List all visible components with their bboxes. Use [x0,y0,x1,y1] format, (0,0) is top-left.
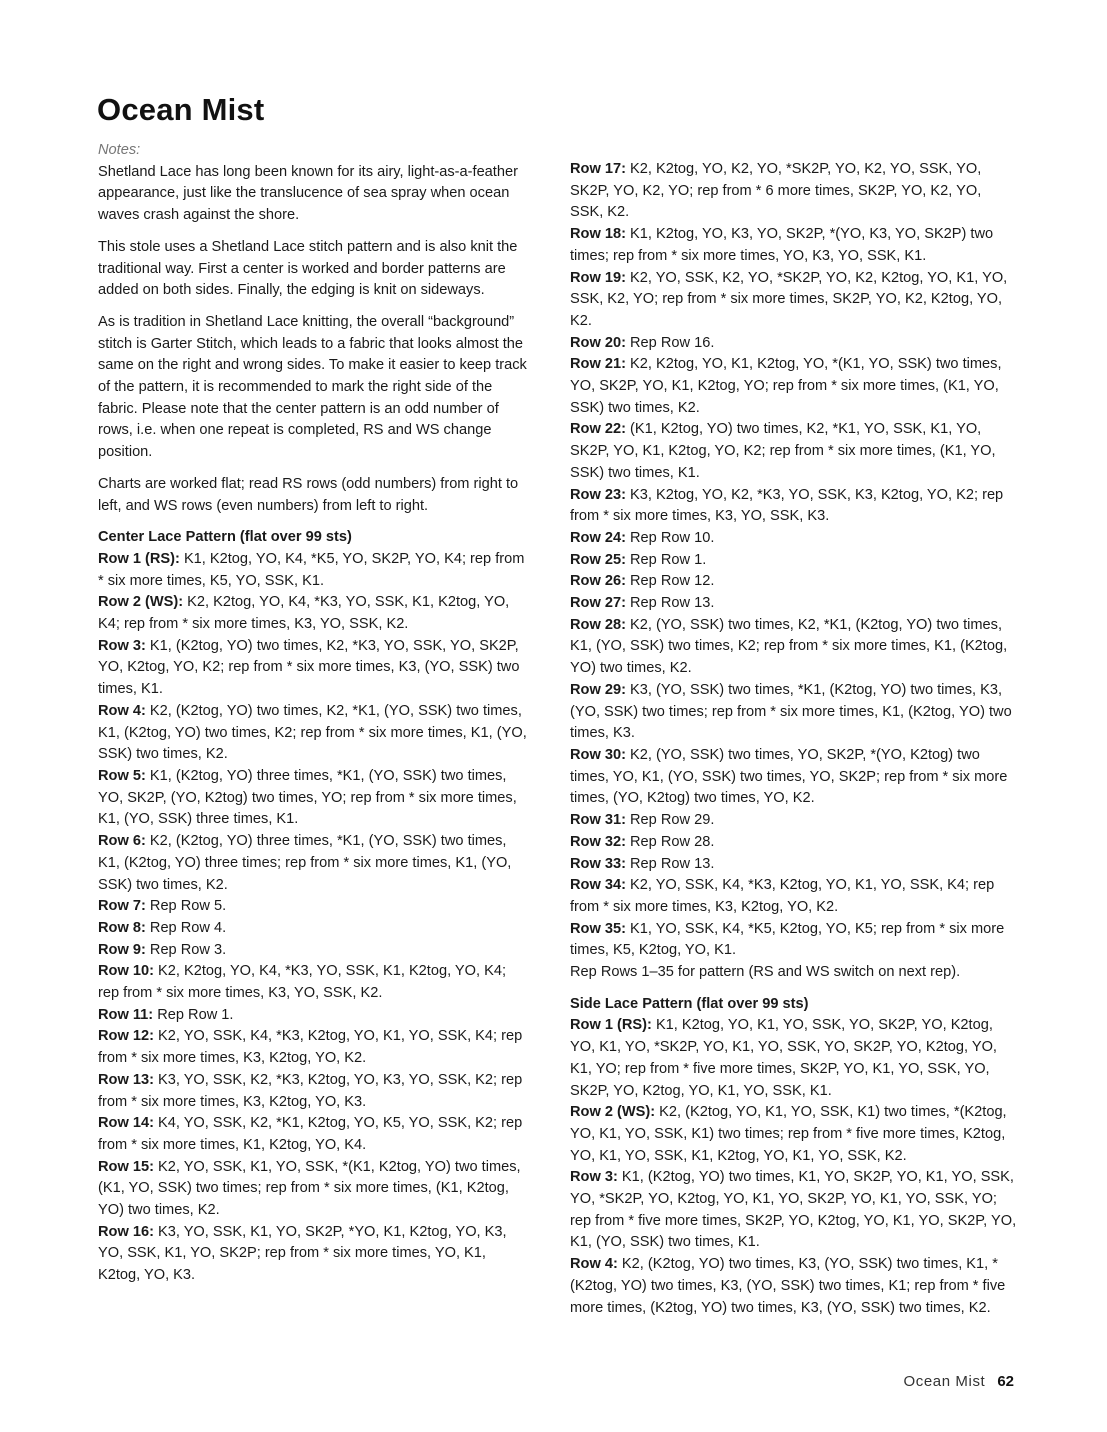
row-label: Row 2 (WS): [570,1104,656,1121]
row-instructions: K2, YO, SSK, K2, YO, *SK2P, YO, K2, K2tog, YO, K1, YO, SSK, K2, YO; rep from * six more times, SK2P, YO, K2, K2tog, YO, K2. [570,269,1008,329]
row-instructions: K2, (K2tog, YO) two times, K2, *K1, (YO, SSK) two times, K1, (K2tog, YO) two times, K2; rep from * six more times, K1, (YO, SSK) two times, K2. [98,702,527,763]
row-label: Row 14: [98,1115,154,1132]
row-instructions: Rep Row 10. [625,529,715,546]
row-instructions: K2, K2tog, YO, K4, *K3, YO, SSK, K1, K2tog, YO, K4; rep from * six more times, K3, YO, SSK, K2. [98,594,510,633]
pattern-row [98,701,530,766]
row-label: Row 32: [570,833,626,850]
row-instructions: Rep Row 29. [625,812,715,829]
footer-section-title: Ocean Mist [903,1373,986,1390]
repeat-note: Rep Rows 1–35 for pattern (RS and WS switch on next rep). [570,964,961,981]
row-instructions: Rep Row 12. [625,573,715,590]
row-label: Row 24: [570,529,626,546]
row-instructions: K2, (K2tog, YO) two times, K3, (YO, SSK) two times, K1, *(K2tog, YO) two times, K3, (YO, SSK) two times, K1; rep from * five more times, (K2tog, YO) two times, K3, (YO, SSK) two times, K2. [570,1256,1006,1316]
row-label: Row 19: [570,269,626,286]
row-instructions: Rep Row 28. [625,833,715,850]
row-instructions: K2, (K2tog, YO) three times, *K1, (YO, SSK) two times, K1, (K2tog, YO) three times; rep from * six more times, K1, (YO, SSK) two times, K2. [98,833,512,893]
row-label: Row 25: [570,551,626,568]
pattern-row [98,549,530,592]
row-instructions: K1, (K2tog, YO) three times, *K1, (YO, SSK) two times, YO, SK2P, (YO, K2tog) two times, YO; rep from * six more times, K1, (YO, SSK) three times, K1. [98,767,517,828]
pattern-row [570,485,1018,528]
row-label: Row 6: [98,833,146,850]
pattern-row [98,831,530,896]
pattern-row [570,593,1018,615]
row-instructions: K1, YO, SSK, K4, *K5, K2tog, YO, K5; rep from * six more times, K5, K2tog, YO, K1. [570,920,1005,959]
row-instructions: Rep Row 1. [153,1006,234,1023]
pattern-row [570,333,1018,355]
row-instructions: K2, K2tog, YO, K1, K2tog, YO, *(K1, YO, SSK) two times, YO, SK2P, YO, K1, K2tog, YO; rep from * six more times, (K1, YO, SSK) two times, K2. [570,356,1002,416]
row-instructions: K2, (YO, SSK) two times, K2, *K1, (K2tog, YO) two times, K1, (YO, SSK) two times, K2; rep from * six more times, K1, (K2tog, YO) two times, K2. [570,616,1008,677]
row-instructions: K3, YO, SSK, K2, *K3, K2tog, YO, K3, YO, SSK, K2; rep from * six more times, K3, K2tog, YO, K3. [98,1071,523,1110]
pattern-row [570,919,1018,962]
pattern-row [570,159,1018,224]
row-instructions: K2, K2tog, YO, K2, YO, *SK2P, YO, K2, YO, SSK, YO, SK2P, YO, K2, YO; rep from * 6 more times, SK2P, YO, K2, YO, SSK, K2. [570,161,982,221]
row-label: Row 3: [570,1169,618,1186]
pattern-row [98,918,530,940]
pattern-row [98,896,530,918]
pattern-row [570,268,1018,333]
pattern-row [570,1015,1018,1102]
row-instructions: K2, YO, SSK, K4, *K3, K2tog, YO, K1, YO, SSK, K4; rep from * six more times, K3, K2tog, YO, K2. [98,1028,523,1067]
charts-paragraph: Charts are worked flat; read RS rows (odd numbers) from right to left, and WS rows (even numbers) from left to right. [98,475,519,514]
pattern-row [570,854,1018,876]
left-column [98,140,530,1287]
pattern-row [98,1157,530,1222]
row-label: Row 20: [570,334,626,351]
row-label: Row 7: [98,898,146,915]
row-label: Row 5: [98,767,146,784]
row-label: Row 11: [98,1006,154,1023]
pattern-row [570,680,1018,745]
center-rows-right [570,159,1018,962]
row-instructions: Rep Row 16. [625,334,715,351]
row-label: Row 35: [570,920,626,937]
pattern-row [570,354,1018,419]
row-label: Row 22: [570,421,626,438]
row-instructions: (K1, K2tog, YO) two times, K2, *K1, YO, SSK, K1, YO, SK2P, YO, K1, K2tog, YO, K2; rep from * six more times, (K1, YO, SSK) two times, K1. [570,421,996,481]
side-pattern-heading: Side Lace Pattern (flat over 99 sts) [570,995,809,1012]
pattern-row [570,528,1018,550]
pattern-row [98,636,530,701]
pattern-row [570,832,1018,854]
row-label: Row 17: [570,161,626,177]
pattern-row [98,1005,530,1027]
garter-paragraph: As is tradition in Shetland Lace knitting, the overall “background” stitch is Garter Stitch, which leads to a fabric that looks almost the same on the right and wrong sides. To make it easier to keep track of the pattern, it is recommended to mark the right side of the fabric. Please note that the center pattern is an odd number of rows, i.e. when one repeat is completed, RS and WS change position. [98,313,527,461]
page-title: Ocean Mist [97,92,265,127]
pattern-row [98,940,530,962]
pattern-row [98,1070,530,1113]
row-instructions: Rep Row 13. [625,595,715,612]
pattern-row [570,224,1018,267]
pattern-row [98,766,530,831]
pattern-row [98,1222,530,1287]
row-instructions: K3, (YO, SSK) two times, *K1, (K2tog, YO) two times, K3, (YO, SSK) two times; rep from * six more times, K1, (K2tog, YO) two times, K3. [570,681,1012,742]
page-number: 62 [997,1373,1014,1390]
row-instructions: K1, (K2tog, YO) two times, K2, *K3, YO, SSK, YO, SK2P, YO, K2tog, YO, K2; rep from * six more times, K3, (YO, SSK) two times, K1. [98,637,520,698]
row-label: Row 13: [98,1071,154,1088]
row-instructions: Rep Row 4. [145,919,227,936]
row-instructions: K3, K2tog, YO, K2, *K3, YO, SSK, K3, K2tog, YO, K2; rep from * six more times, K3, YO, SSK, K3. [570,486,1004,525]
row-instructions: K2, YO, SSK, K1, YO, SSK, *(K1, K2tog, YO) two times, (K1, YO, SSK) two times; rep from * six more times, (K1, K2tog, YO) two times, K2. [98,1158,521,1219]
construction-paragraph: This stole uses a Shetland Lace stitch pattern and is also knit the traditional way. First a center is worked and border patterns are added on both sides. Finally, the edging is knit on sideways. [98,238,518,299]
row-instructions: Rep Row 1. [625,551,707,568]
row-label: Row 33: [570,855,626,872]
pattern-row [570,875,1018,918]
pattern-row [98,1026,530,1069]
pattern-row [570,745,1018,810]
row-instructions: K1, K2tog, YO, K4, *K5, YO, SK2P, YO, K4; rep from * six more times, K5, YO, SSK, K1. [98,550,525,589]
row-label: Row 21: [570,356,626,373]
row-label: Row 1 (RS): [570,1017,652,1034]
row-instructions: Rep Row 5. [145,898,227,915]
row-label: Row 31: [570,812,626,829]
notes-label: Notes: [98,142,141,158]
pattern-row [98,961,530,1004]
row-instructions: Rep Row 3. [145,941,227,958]
row-label: Row 18: [570,226,626,243]
row-instructions: K2, (K2tog, YO, K1, YO, SSK, K1) two times, *(K2tog, YO, K1, YO, SSK, K1) two times; rep from * five more times, K2tog, YO, K1, YO, SSK, K1, K2tog, YO, K1, YO, SSK, K2. [570,1104,1007,1164]
row-label: Row 30: [570,746,626,763]
pattern-row [570,1254,1018,1319]
pattern-row [98,592,530,635]
row-label: Row 3: [98,637,146,654]
row-label: Row 2 (WS): [98,594,184,611]
center-rows-left [98,549,530,1287]
row-label: Row 29: [570,681,626,698]
row-instructions: K3, YO, SSK, K1, YO, SK2P, *YO, K1, K2tog, YO, K3, YO, SSK, K1, YO, SK2P; rep from * six more times, YO, K1, K2tog, YO, K3. [98,1223,507,1284]
row-label: Row 12: [98,1028,154,1045]
pattern-row [570,1167,1018,1254]
row-label: Row 34: [570,877,626,894]
pattern-row [98,1113,530,1156]
row-label: Row 9: [98,941,146,958]
row-label: Row 27: [570,595,626,612]
row-label: Row 10: [98,963,154,980]
row-instructions: K1, (K2tog, YO) two times, K1, YO, SK2P, YO, K1, YO, SSK, YO, *SK2P, YO, K2tog, YO, K1, YO, SK2P, YO, K1, YO, SSK, YO; rep from * five more times, SK2P, YO, K2tog, YO, K1, YO, SK2P, YO, K1, (YO, SSK) two times, K1. [570,1169,1017,1251]
pattern-row [570,615,1018,680]
center-pattern-heading: Center Lace Pattern (flat over 99 sts) [98,529,352,546]
row-instructions: K2, K2tog, YO, K4, *K3, YO, SSK, K1, K2tog, YO, K4; rep from * six more times, K3, YO, SSK, K2. [98,963,507,1002]
page-footer [903,1373,1014,1390]
row-label: Row 23: [570,486,626,503]
row-instructions: Rep Row 13. [625,855,715,872]
row-instructions: K4, YO, SSK, K2, *K1, K2tog, YO, K5, YO, SSK, K2; rep from * six more times, K1, K2tog, YO, K4. [98,1115,523,1153]
pattern-row [570,1102,1018,1167]
row-instructions: K1, K2tog, YO, K3, YO, SK2P, *(YO, K3, YO, SK2P) two times; rep from * six more times, YO, K3, YO, SSK, K1. [570,226,994,264]
row-instructions: K1, K2tog, YO, K1, YO, SSK, YO, SK2P, YO, K2tog, YO, K1, YO, *SK2P, YO, K1, YO, SSK, YO, SK2P, YO, K2tog, YO, K1, YO; rep from * five more times, SK2P, YO, K1, YO, SSK, YO, SK2P, YO, K2tog, YO, K1, YO, SSK, K1. [570,1017,997,1099]
row-label: Row 4: [570,1256,618,1273]
row-label: Row 1 (RS): [98,550,180,567]
pattern-row [570,419,1018,484]
row-label: Row 8: [98,919,146,936]
row-label: Row 4: [98,702,146,719]
row-instructions: K2, (YO, SSK) two times, YO, SK2P, *(YO, K2tog) two times, YO, K1, (YO, SSK) two times, YO, SK2P; rep from * six more times, (YO, K2tog) two times, YO, K2. [570,746,1008,807]
pattern-row [570,810,1018,832]
row-label: Row 15: [98,1158,154,1175]
right-column [570,159,1018,1319]
pattern-row [570,550,1018,572]
row-label: Row 16: [98,1223,154,1240]
side-rows [570,1015,1018,1319]
row-instructions: K2, YO, SSK, K4, *K3, K2tog, YO, K1, YO, SSK, K4; rep from * six more times, K3, K2tog, YO, K2. [570,877,995,915]
intro-paragraph: Shetland Lace has long been known for its airy, light-as-a-feather appearance, just like the translucence of sea spray when ocean waves crash against the shore. [98,163,518,224]
row-label: Row 26: [570,573,626,590]
row-label: Row 28: [570,616,626,633]
pattern-row [570,571,1018,593]
